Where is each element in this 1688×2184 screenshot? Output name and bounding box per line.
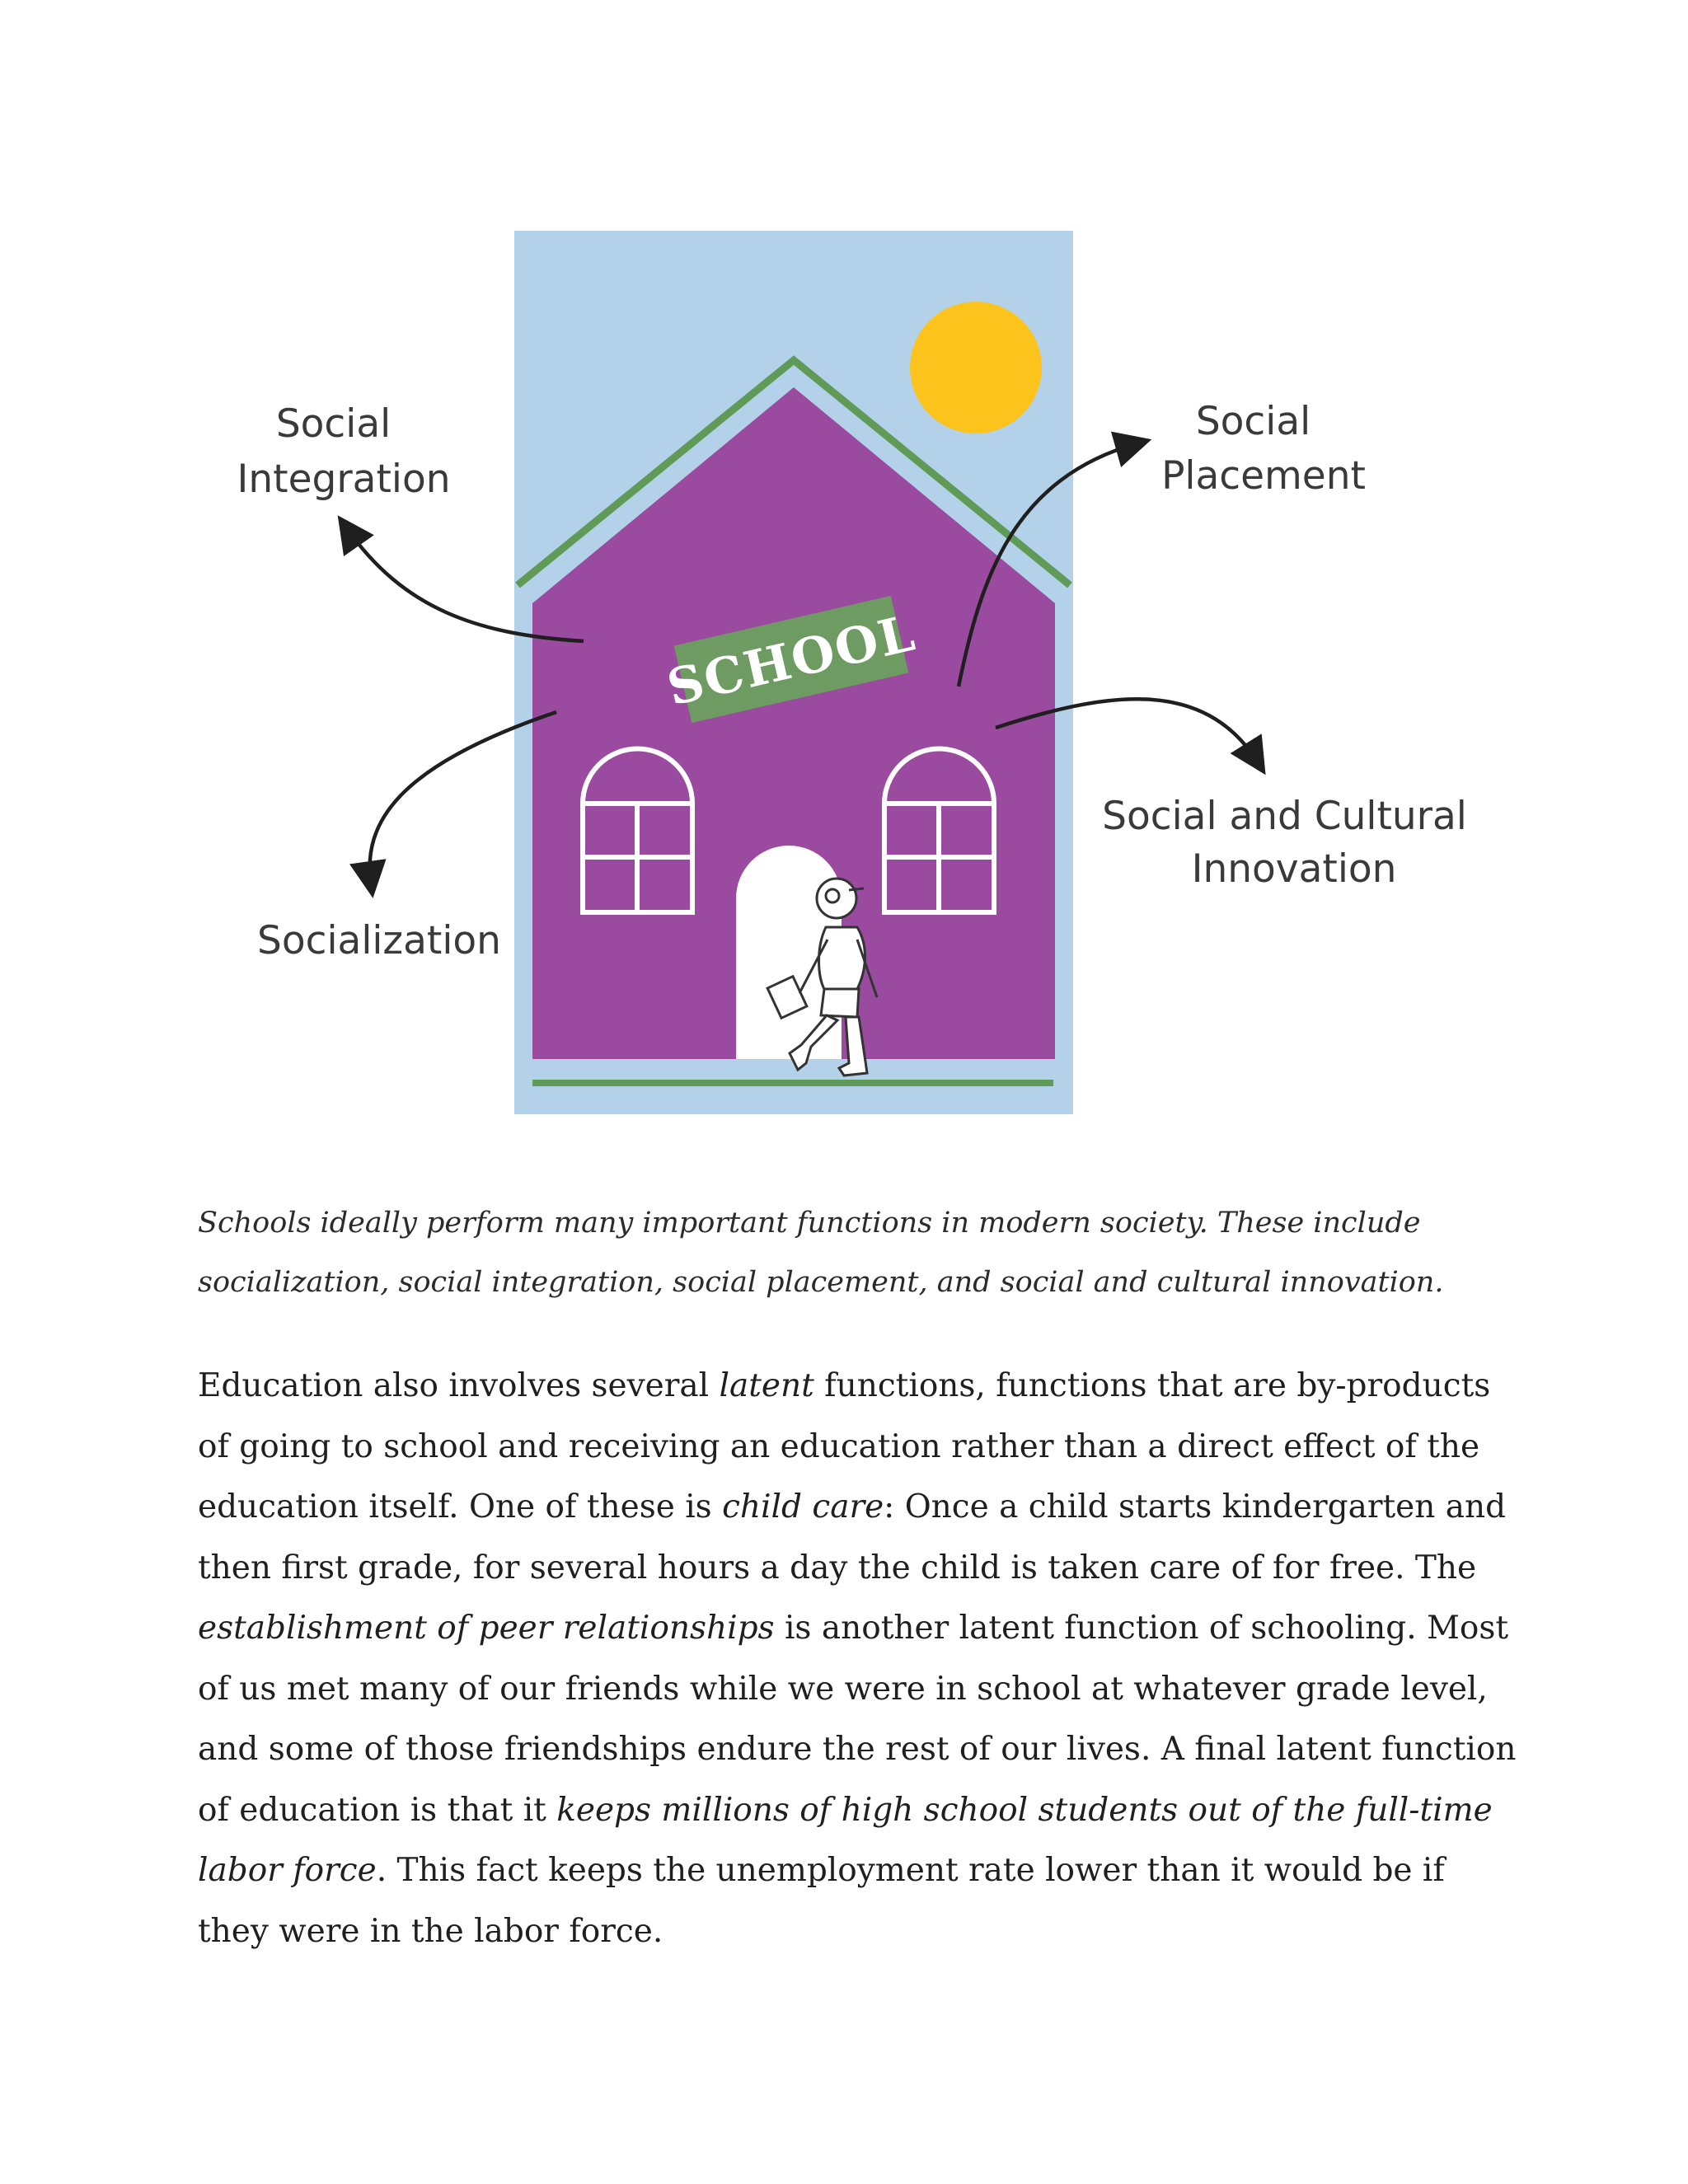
label-social-integration-line1: Social — [275, 401, 392, 447]
term-labor-force: keeps millions of high school students out of the full-time labor force — [198, 1791, 1493, 1889]
paragraph-text-2: functions, functions that are by-products of going to school and receiving an education rather than a direct effect of the education itself. One of these is — [198, 1367, 1491, 1526]
term-child-care: child care — [722, 1488, 884, 1526]
label-innovation-line1: Social and Cultural — [1102, 794, 1467, 839]
body-paragraph — [198, 1356, 1517, 1961]
label-innovation — [1102, 794, 1479, 892]
label-social-placement-line2: Placement — [1161, 453, 1366, 499]
term-latent: latent — [719, 1367, 814, 1404]
label-social-placement-line1: Social — [1195, 399, 1311, 444]
school-sign-text: SCHOOL — [662, 604, 921, 718]
label-innovation-line2: Innovation — [1191, 846, 1397, 892]
label-socialization: Socialization — [257, 918, 501, 963]
label-social-integration-line2: Integration — [237, 457, 451, 502]
figure-caption: Schools ideally perform many important functions in modern society. These include socialization, social integration, social placement, and social and cultural innovation. — [198, 1207, 1444, 1299]
label-social-placement — [1161, 399, 1366, 499]
paragraph-text-5: . This fact keeps the unemployment rate lower than it would be if they were in the labor force. — [198, 1852, 1445, 1950]
label-social-integration — [237, 401, 451, 502]
paragraph-text-1: Education also involves several — [198, 1367, 720, 1404]
paragraph-text-3: : Once a child starts kindergarten and then first grade, for several hours a day the child is taken care of for free. The — [198, 1488, 1507, 1586]
paragraph-text-4: is another latent function of schooling. Most of us met many of our friends while we were in school at whatever grade level, and some of those friendships endure the rest of our lives. A final latent function of education is that it — [198, 1610, 1517, 1829]
term-peer-relationships: establishment of peer relationships — [198, 1610, 775, 1647]
sun-icon — [910, 302, 1042, 434]
